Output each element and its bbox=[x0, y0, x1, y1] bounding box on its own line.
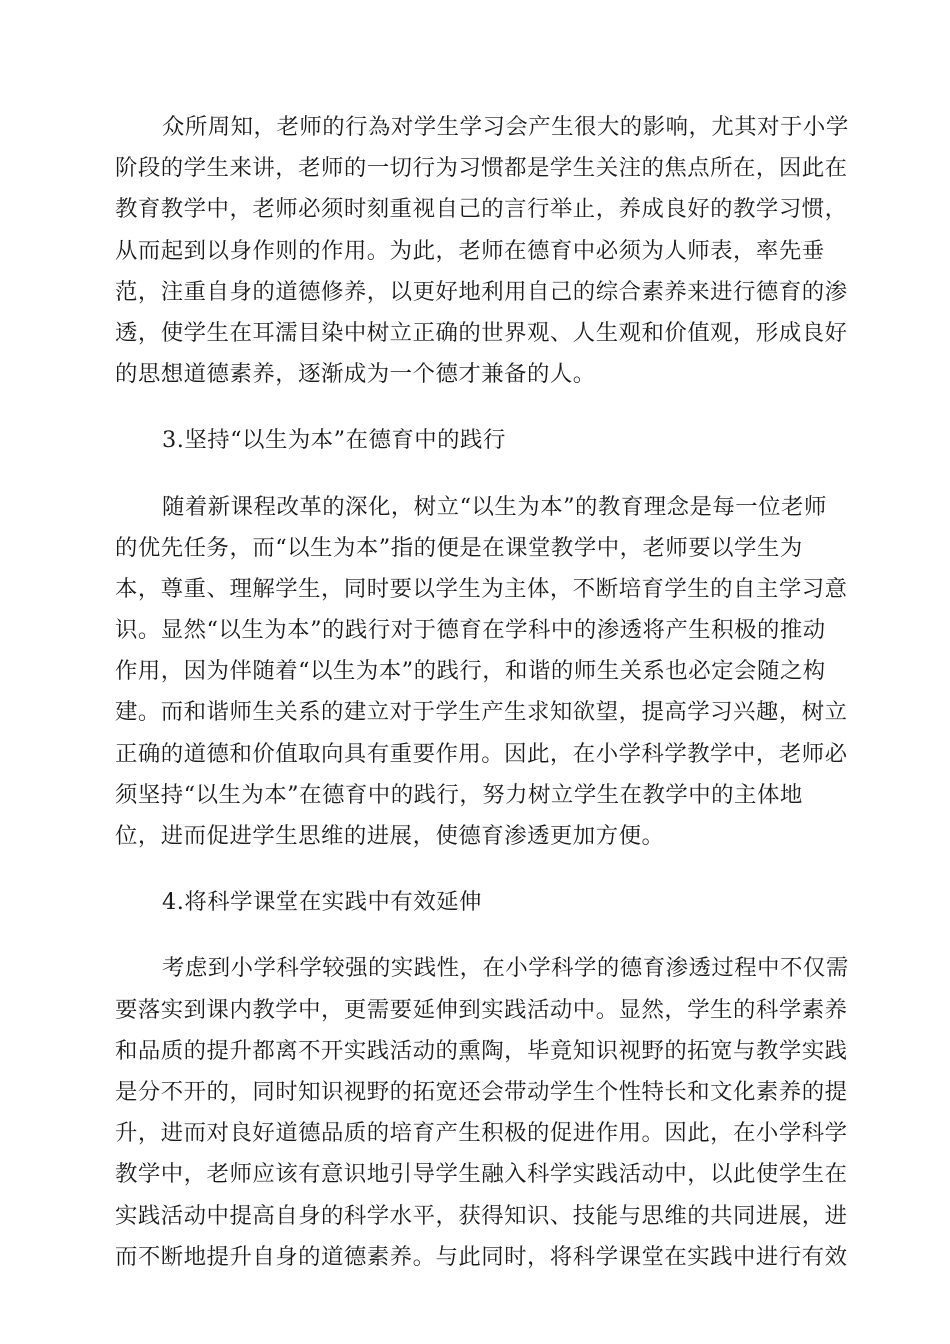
document-body bbox=[115, 107, 849, 1278]
paragraph-line: 本，尊重、理解学生，同时要以学生为主体，不断培育学生的自主学习意 bbox=[115, 575, 848, 602]
paragraph-2 bbox=[115, 487, 848, 858]
paragraph-line: 教育教学中，老师必须时刻重视自己的言行举止，养成良好的教学习惯， bbox=[115, 196, 848, 223]
paragraph-line: 范，注重自身的道德修养，以更好地利用自己的综合素养来进行德育的渗 bbox=[115, 278, 848, 305]
paragraph-line: 作用，因为伴随着“以生为本”的践行，和谐的师生关系也必定会随之构 bbox=[115, 658, 826, 685]
paragraph-line: 正确的道德和价值取向具有重要作用。因此，在小学科学教学中，老师必 bbox=[115, 740, 848, 767]
paragraph-line: 考虑到小学科学较强的实践性，在小学科学的德育渗透过程中不仅需 bbox=[162, 955, 849, 982]
paragraph-line: 从而起到以身作则的作用。为此，老师在德育中必须为人师表，率先垂 bbox=[115, 237, 825, 264]
section-spacer bbox=[115, 857, 835, 882]
paragraph-line: 是分不开的，同时知识视野的拓宽还会带动学生个性特长和文化素养的提 bbox=[115, 1078, 848, 1105]
paragraph-line: 识。显然“以生为本”的践行对于德育在学科中的渗透将产生积极的推动 bbox=[115, 617, 826, 644]
paragraph-line: 透，使学生在耳濡目染中树立正确的世界观、人生观和价值观，形成良好 bbox=[115, 319, 848, 346]
section-spacer bbox=[115, 923, 835, 948]
paragraph-1 bbox=[115, 107, 849, 395]
paragraph-line: 阶段的学生来讲，老师的一切行为习惯都是学生关注的焦点所在，因此在 bbox=[115, 155, 848, 182]
paragraph-line: 须坚持“以生为本”在德育中的践行，努力树立学生在教学中的主体地 bbox=[115, 781, 803, 808]
section-spacer bbox=[115, 395, 835, 420]
paragraph-line: 随着新课程改革的深化，树立“以生为本”的教育理念是每一位老师 bbox=[162, 493, 827, 520]
paragraph-line: 众所周知，老师的行為对学生学习会产生很大的影响，尤其对于小学 bbox=[162, 114, 849, 140]
paragraph-3 bbox=[115, 948, 849, 1278]
paragraph-line: 教学中，老师应该有意识地引导学生融入科学实践活动中，以此使学生在 bbox=[115, 1161, 848, 1188]
paragraph-line: 的优先任务，而“以生为本”指的便是在课堂教学中，老师要以学生为 bbox=[115, 534, 803, 561]
section-heading-4: 4.将科学课堂在实践中有效延伸 bbox=[162, 889, 482, 916]
paragraph-line: 实践活动中提高自身的科学水平，获得知识、技能与思维的共同进展，进 bbox=[115, 1202, 848, 1229]
paragraph-line: 而不断地提升自身的道德素养。与此同时，将科学课堂在实践中进行有效 bbox=[115, 1243, 848, 1270]
section-heading-3: 3.坚持“以生为本”在德育中的践行 bbox=[162, 427, 506, 454]
paragraph-line: 和品质的提升都离不开实践活动的熏陶，毕竟知识视野的拓宽与教学实践 bbox=[115, 1037, 848, 1064]
paragraph-line: 要落实到课内教学中，更需要延伸到实践活动中。显然，学生的科学素养 bbox=[115, 996, 848, 1023]
paragraph-line: 建。而和谐师生关系的建立对于学生产生求知欲望，提高学习兴趣，树立 bbox=[115, 699, 848, 726]
paragraph-line: 位，进而促进学生思维的进展，使德育渗透更加方便。 bbox=[115, 823, 665, 849]
paragraph-line: 的思想道德素养，逐渐成为一个德才兼备的人。 bbox=[115, 361, 596, 388]
paragraph-line: 升，进而对良好道德品质的培育产生积极的促进作用。因此，在小学科学 bbox=[115, 1120, 848, 1147]
section-spacer bbox=[115, 462, 835, 487]
